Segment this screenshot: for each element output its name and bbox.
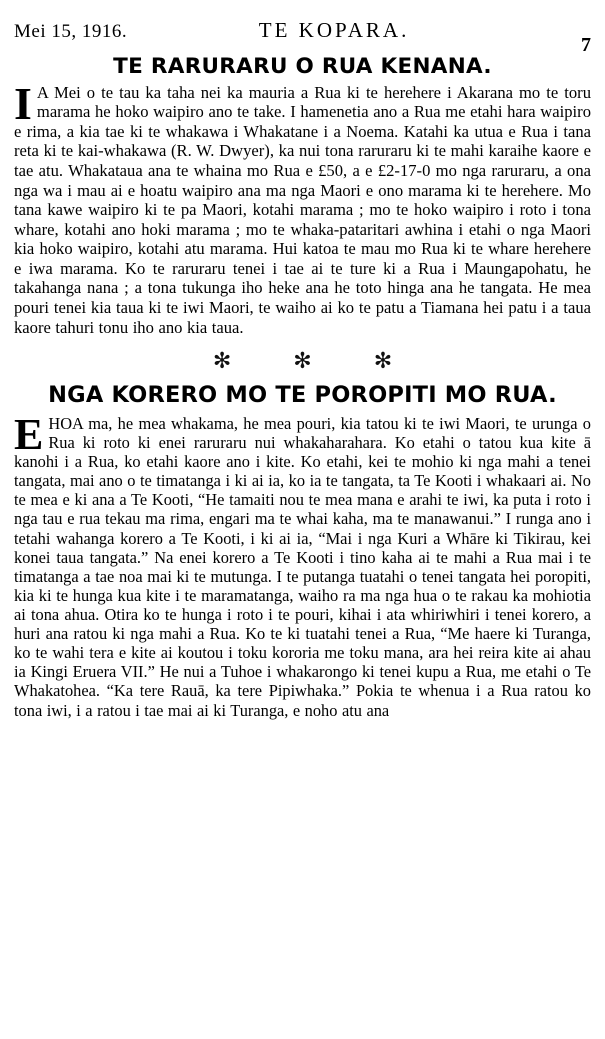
publication-title: TE KOPARA. [258,18,410,42]
article-body-2 [14,409,591,720]
dropcap-2: E [14,409,44,459]
page-number: 7 [581,34,591,56]
article-body-1-text: A Mei o te tau ka taha nei ka mauria a Rua ki te herehere i Akarana mo te toru marama he hoko waipiro ano te take. I hamenetia ano a Rua me etahi hara waipiro e rima, a kia tae ki te whakawa i Whakatane i a Noema. Katahi ka utua e Rua i tana reta ki te kai-whakawa (R. W. Dwyer), ka nui tona raruraru ki te mahi karaihe kaore e tae atu. Whakataua ana te whaina mo Rua e £50, a e £2-17-0 mo nga raruraru, a ona nga wa i mau ai e hoatu waipiro ana ma nga Maori e ono marama ki te herehere. Mo tana kawe waipiro ki te pa Maori, kotahi marama ; mo te hoko waipiro i roto i tona whare, kotahi ano hoki marama ; mo te whaka-pataritari awhina i etahi o nga Maori kia hoko waipiro, kotahi atu marama. Hui katoa te mau mo Rua ki te whare herehere e iwa marama. Ko te raruraru tenei i tae ai te ture ki a Rua i Maungapohatu, he takahanga nana ; a tona tukunga iho heke ana he toto hinga ana he tangata. He mea pouri tenei kia taua ki te iwi Maori, te waiho ai ko te patu a Tiamana hei patu i a taua kaore tahuri tonu iho ano kia taua. [14,82,591,337]
running-head [14,18,591,56]
dropcap-1: I [14,77,32,129]
article-title-2: NGA KORERO MO TE POROPITI MO RUA. [48,382,557,409]
flower-ornament-icon: ✻ [373,349,393,375]
flower-ornament-icon: ✻ [212,349,232,375]
ornament-divider [14,351,591,373]
issue-date: Mei 15, 1916. [14,21,128,42]
article-title-1: TE RARURARU O RUA KENANA. [113,54,492,79]
article-body-2-text: HOA ma, he mea whakama, he mea pouri, kia tatou ki te iwi Maori, te urunga o Rua ki roto ki enei raruraru nui whakaharahara. Ko etahi o tatou kua kite ā kanohi i a Rua, ko etahi kaore ano i kite. Ko etahi, kei te mohio ki nga mahi a tenei tangata, mai ano o te timatanga i ki ai ia, ko ia te tangata, ta Te Kooti i whakaari ai. No te mea e ki ana a Te Kooti, “He tamaiti nou te mea mana e arahi te iwi, ka puta i roto i nga tau e rua tekau ma rima, engari ma te whai kaha, ma te manawanui.” I runga ano i tetahi wahanga korero a Te Kooti, i ki ai ia, “Mai i nga Kuri a Whāre ki Tikirau, kei konei taua tangata.” Na enei korero a Te Kooti i tino kaha ai te mahi a Rua mai i te timatanga a tae noa mai ki te mutunga. I te putanga tuatahi o tenei tangata hei poropiti, kia ki te hunga kua kite i te maramatanga, waiho ra ma nga hua o te rakau ka mohiotia ai tona ahua. Otira ko te hunga i roto i te pouri, kihai i ata whiriwhiri i tenei korero, a huri ana ratou ki nga mahi a Rua. Ko te ki tuatahi tenei a Rua, “Me haere ki Turanga, ko te wahi tera e kite ai koutou i toku kororia me toku mana, ara hei reira kite ai ahau ia Kingi Eruera VII.” He nui a Tuhoe i whakarongo ki tenei kupu a Rua, me etahi o Te Whakatohea. “Ka tere Rauā, ka tere Pipiwhaka.” Pokia te whenua i a Rua ratou ko tona iwi, i a ratou i tae mai ai ki Turanga, e noho atu ana [14,413,591,720]
flower-ornament-icon: ✻ [293,349,312,375]
article-body-1 [14,77,591,338]
